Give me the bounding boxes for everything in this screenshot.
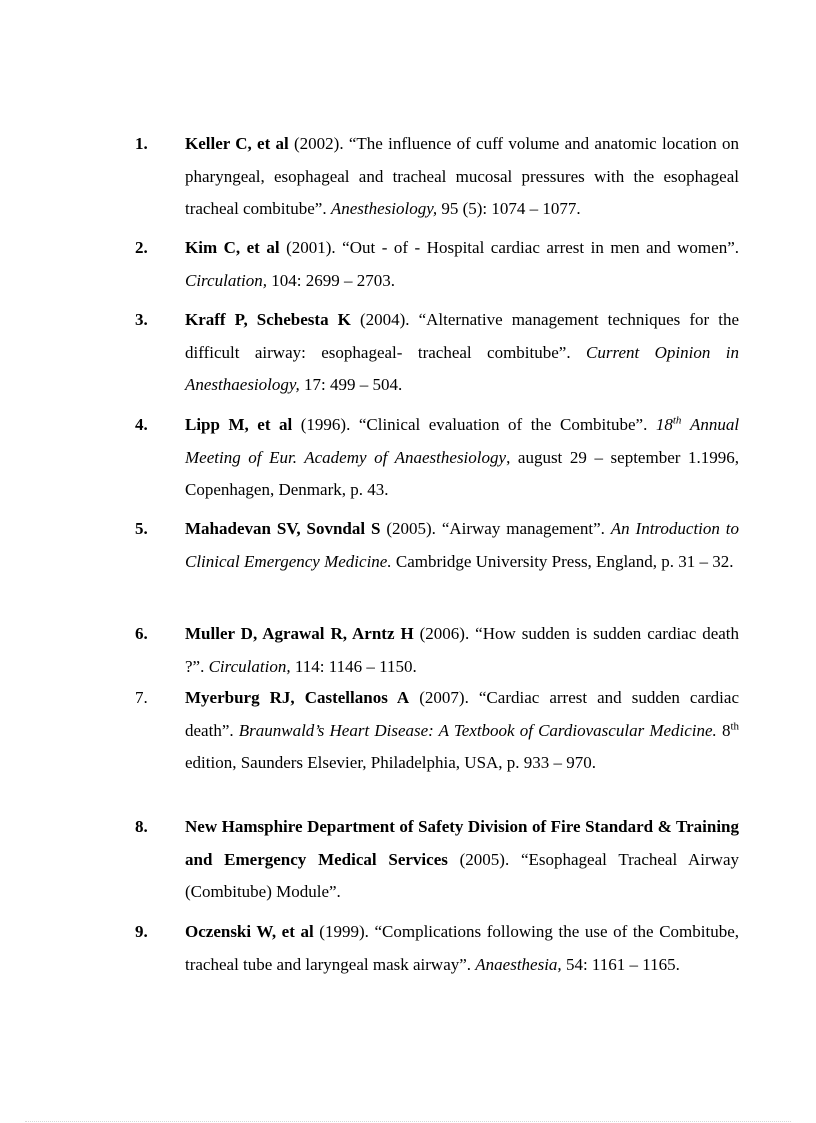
reference-year: (2006).: [419, 624, 470, 643]
reference-edition: 8: [721, 720, 731, 740]
reference-authors: Lipp M, et al: [185, 415, 293, 434]
reference-source: An Introduction to Clinical Emergency Medicine.: [185, 519, 740, 571]
reference-details: 114: 1146 – 1150.: [294, 656, 417, 676]
reference-title: “Airway management”.: [441, 519, 605, 538]
reference-number: 2.: [135, 238, 148, 257]
reference-text: [185, 409, 739, 507]
reference-text: [185, 916, 739, 981]
reference-details: , august 29 – september 1.1996, Copenhagen, Denmark, p. 43.: [185, 447, 739, 499]
reference-authors: Kim C, et al: [185, 238, 280, 257]
reference-number: 4.: [135, 415, 148, 434]
reference-title: “Alternative management techniques for the difficult airway: esophageal- tracheal combitube”.: [185, 310, 740, 362]
reference-year: (1999).: [319, 922, 369, 941]
reference-source-superscript: th: [672, 414, 682, 427]
reference-title: “Cardiac arrest and sudden cardiac death”.: [185, 688, 740, 740]
reference-authors: Mahadevan SV, Sovndal S: [185, 519, 381, 538]
reference-text: [185, 128, 739, 226]
reference-details: 17: 499 – 504.: [303, 375, 403, 394]
reference-text: [185, 811, 739, 909]
reference-title: “How sudden is sudden cardiac death ?”.: [185, 624, 740, 676]
reference-source: Annual Meeting of Eur. Academy of Anaesthesiology: [185, 415, 740, 467]
reference-number: 3.: [135, 310, 148, 329]
reference-source: Circulation,: [208, 656, 291, 676]
reference-year: (2002).: [294, 134, 344, 153]
reference-details: edition, Saunders Elsevier, Philadelphia, USA, p. 933 – 970.: [185, 753, 597, 772]
reference-authors: Keller C, et al: [185, 134, 289, 153]
reference-title: “The influence of cuff volume and anatomic location on pharyngeal, esophageal and tracheal mucosal pressures with the esophageal tracheal combitube”.: [185, 134, 739, 218]
reference-details: 104: 2699 – 2703.: [271, 270, 395, 290]
reference-authors: Kraff P, Schebesta K: [185, 310, 351, 329]
reference-number: 7.: [135, 688, 148, 707]
reference-number: 5.: [135, 519, 148, 538]
page-bottom-divider: [25, 1121, 791, 1122]
reference-title: “Clinical evaluation of the Combitube”.: [358, 415, 648, 434]
reference-edition-superscript: th: [730, 719, 740, 732]
reference-text: [185, 618, 739, 683]
reference-text: [185, 232, 739, 297]
reference-text: [185, 682, 739, 780]
reference-number: 9.: [135, 922, 148, 941]
reference-title: “Out - of - Hospital cardiac arrest in men and women”.: [342, 238, 739, 257]
reference-year: (1996).: [300, 415, 351, 434]
reference-year: (2005).: [386, 519, 436, 538]
reference-authors: Oczenski W, et al: [185, 922, 314, 941]
reference-number: 6.: [135, 624, 148, 643]
reference-source: Braunwald’s Heart Disease: A Textbook of Cardiovascular Medicine.: [238, 720, 717, 740]
reference-source: Anaesthesia,: [475, 954, 562, 974]
reference-year: (2001).: [286, 238, 336, 257]
reference-details: Cambridge University Press, England, p. 31 – 32.: [395, 551, 734, 571]
reference-number: 8.: [135, 817, 148, 836]
reference-title: “Complications following the use of the Combitube, tracheal tube and laryngeal mask airway”.: [185, 922, 739, 974]
reference-text: [185, 513, 739, 578]
reference-authors: New Hamsphire Department of Safety Division of Fire Standard & Training and Emergency Medical Services: [185, 817, 739, 869]
reference-number: 1.: [135, 134, 148, 153]
reference-year: (2004).: [359, 310, 410, 329]
reference-text: [185, 304, 739, 402]
reference-year: (2007).: [419, 688, 469, 707]
reference-year: (2005).: [459, 849, 510, 869]
reference-details: 95 (5): 1074 – 1077.: [441, 199, 581, 218]
reference-source: Circulation,: [185, 270, 268, 290]
reference-source-number: 18: [655, 415, 673, 434]
reference-details: 54: 1161 – 1165.: [565, 954, 680, 974]
reference-authors: Myerburg RJ, Castellanos A: [185, 688, 410, 707]
reference-title: “Esophageal Tracheal Airway (Combitube) Module”.: [185, 849, 739, 901]
reference-source: Current Opinion in Anesthaesiology,: [185, 342, 740, 394]
reference-source: Anesthesiology,: [330, 199, 438, 218]
reference-authors: Muller D, Agrawal R, Arntz H: [185, 624, 414, 643]
